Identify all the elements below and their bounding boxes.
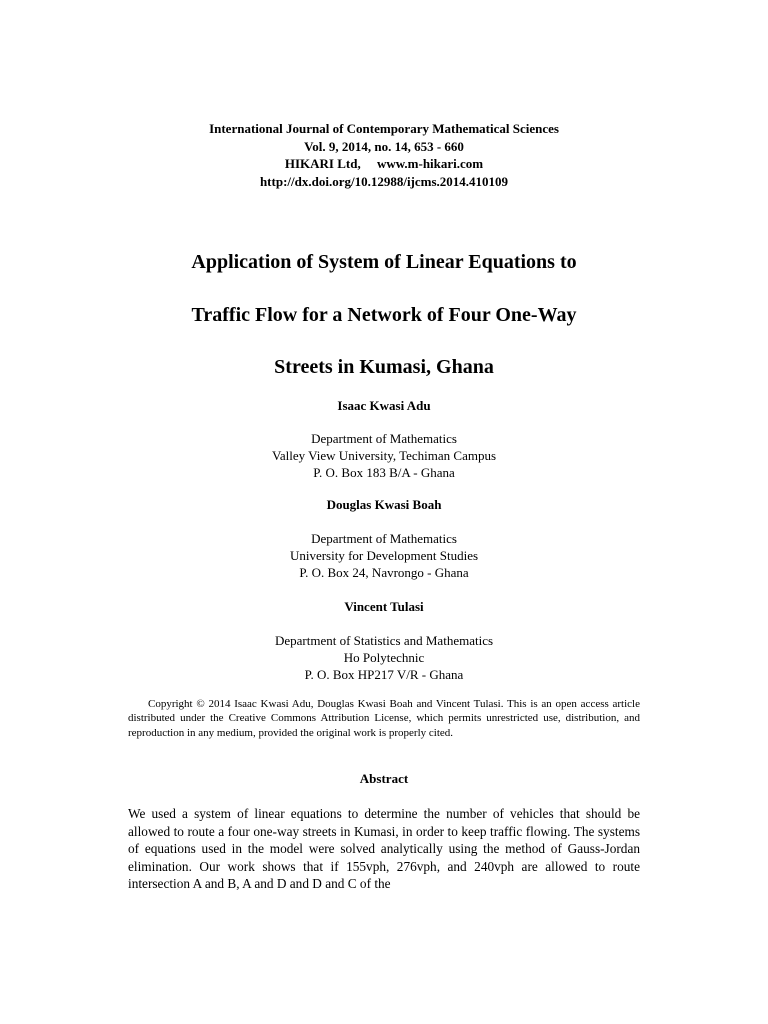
affiliation-line: Department of Statistics and Mathematics <box>274 633 494 648</box>
affiliation-line: P. O. Box 24, Navrongo - Ghana <box>299 565 469 580</box>
author-name-2: Douglas Kwasi Boah <box>326 497 442 512</box>
affiliation-line: Valley View University, Techiman Campus <box>271 448 497 463</box>
abstract-heading: Abstract <box>359 771 409 786</box>
journal-header <box>100 120 668 190</box>
author-name-1: Isaac Kwasi Adu <box>337 398 431 413</box>
journal-publisher: HIKARI Ltd, www.m-hikari.com <box>284 156 484 171</box>
copyright-notice <box>128 697 640 740</box>
affiliation-line: P. O. Box HP217 V/R - Ghana <box>304 667 464 682</box>
paper-title <box>60 236 708 394</box>
title-line-3: Streets in Kumasi, Ghana <box>274 356 494 378</box>
author-affiliation-2 <box>100 530 668 581</box>
journal-volume: Vol. 9, 2014, no. 14, 653 - 660 <box>304 138 464 154</box>
author-affiliation-3 <box>100 632 668 683</box>
title-line-1: Application of System of Linear Equations to <box>191 251 577 273</box>
affiliation-line: Department of Mathematics <box>311 431 457 446</box>
title-line-2: Traffic Flow for a Network of Four One-Way <box>191 303 577 326</box>
journal-name: International Journal of Contemporary Mathematical Sciences <box>209 121 559 136</box>
abstract-text: We used a system of linear equations to determine the number of vehicles that should be allowed to route a four one-way streets in Kumasi, in order to keep traffic flowing. The systems of equations used in the model were solved analytically using the method of Gauss-Jordan elimination. Our work shows that if 155vph, 276vph, and 240vph are allowed to route intersection A and B, A and D and D and C of the <box>128 806 640 891</box>
affiliation-line: P. O. Box 183 B/A - Ghana <box>313 465 455 480</box>
affiliation-line: Department of Mathematics <box>311 531 457 546</box>
copyright-text: Copyright © 2014 Isaac Kwasi Adu, Douglas Kwasi Boah and Vincent Tulasi. This is an open access article distributed under the Creative Commons Attribution License, which permits unrestricted use, distribution, and reproduction in any medium, provided the original work is properly cited. <box>128 698 640 739</box>
journal-doi: http://dx.doi.org/10.12988/ijcms.2014.410109 <box>259 173 509 189</box>
author-affiliation-1 <box>100 430 668 481</box>
affiliation-line: University for Development Studies <box>289 548 479 563</box>
author-name-3: Vincent Tulasi <box>344 599 424 614</box>
affiliation-line: Ho Polytechnic <box>343 650 425 665</box>
